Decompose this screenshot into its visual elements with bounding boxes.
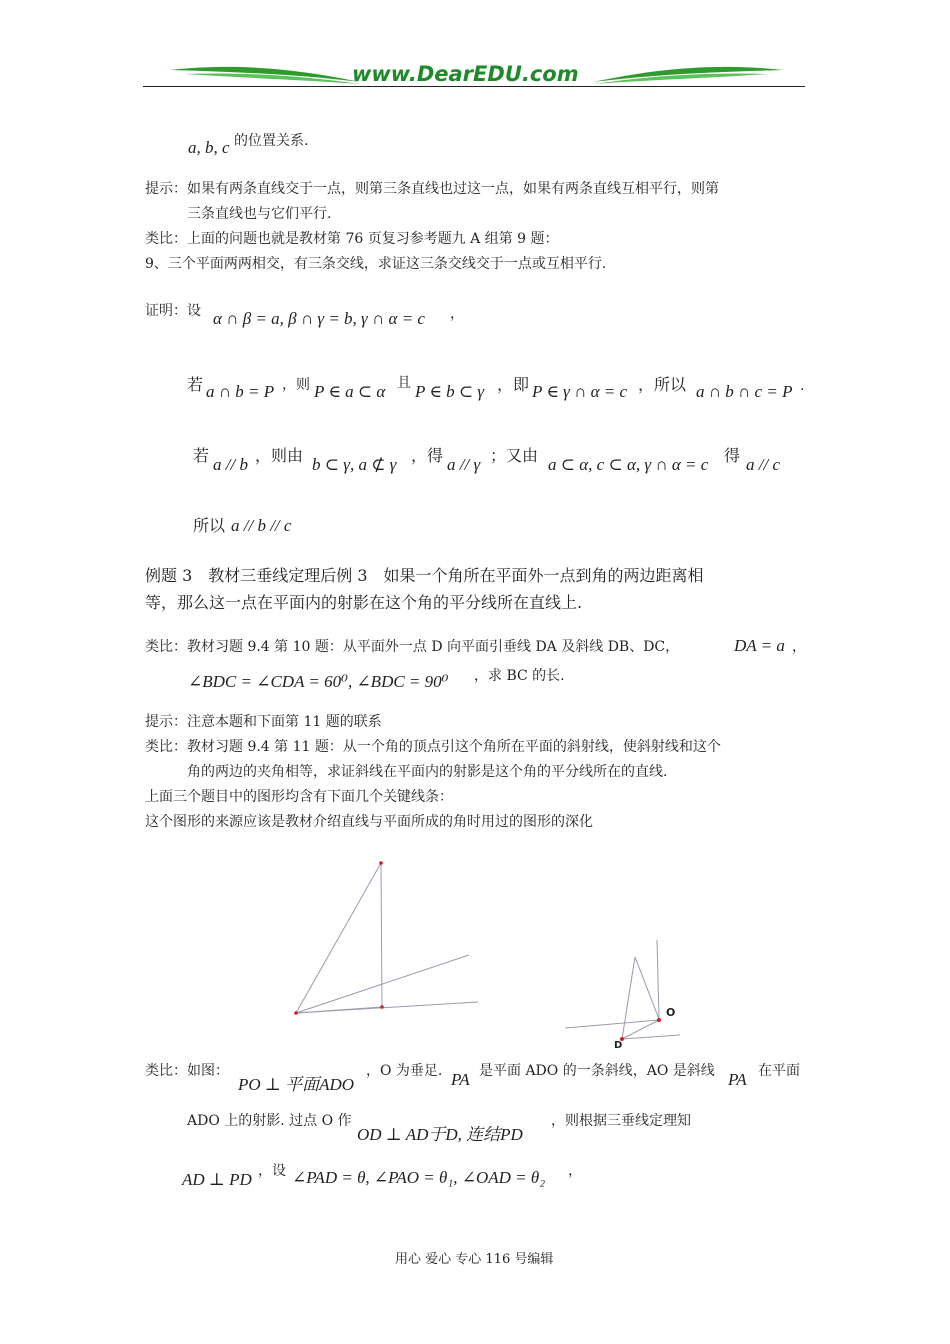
so-math: a // b // c xyxy=(231,516,292,535)
if2-label: 若 xyxy=(193,446,210,465)
so-label: 所以 xyxy=(193,516,226,535)
if2-text2: ，得 xyxy=(411,446,444,465)
if1-text3: ，即 xyxy=(497,375,530,394)
analogy3-line1: 类比：教材习题 9.4 第 11 题：从一个角的顶点引这个角所在平面的斜射线，使斜射线和这个 xyxy=(145,739,721,755)
header-swoosh-right xyxy=(588,62,788,88)
if2-math2: b ⊂ γ, a ⊄ γ xyxy=(312,455,397,474)
if2-text1: ，则由 xyxy=(255,446,304,465)
if2-math5: a // c xyxy=(746,455,780,474)
hint1-line1: 提示：如果有两条直线交于一点，则第三条直线也过这一点，如果有两条直线互相平行，则第 xyxy=(145,181,719,197)
if2-math4: a ⊂ α, c ⊂ α, γ ∩ α = c xyxy=(548,455,709,474)
if1-text4: ，所以 xyxy=(638,375,687,394)
analogy4c-math2: ∠PAD = θ, ∠PAO = θ₁, ∠OAD = θ₂ xyxy=(292,1168,546,1187)
analogy4b-text2: ，则根据三垂线定理知 xyxy=(551,1113,691,1129)
site-logo-text: www.DearEDU.com xyxy=(352,62,579,86)
page-footer: 用心 爱心 专心 116 号编辑 xyxy=(395,1252,554,1267)
if1-text1: ，则 xyxy=(282,377,310,393)
abc-math: a, b, c xyxy=(188,138,230,157)
figure-label-o: O xyxy=(666,1006,676,1019)
if2-math3: a // γ xyxy=(447,455,481,474)
figure-left xyxy=(285,855,485,1025)
hint1-line2: 三条直线也与它们平行. xyxy=(187,206,332,222)
problem9: 9、三个平面两两相交，有三条交线，求证这三条交线交于一点或互相平行. xyxy=(145,256,607,272)
analogy4c-math1: AD ⊥ PD xyxy=(182,1170,252,1189)
hint2: 提示：注意本题和下面第 11 题的联系 xyxy=(145,714,382,730)
proof-label: 证明：设 xyxy=(145,303,201,319)
analogy4-text1: 类比：如图： xyxy=(145,1063,229,1079)
proof-comma: ， xyxy=(450,306,464,322)
analogy1: 类比：上面的问题也就是教材第 76 页复习参考题九 A 组第 9 题： xyxy=(145,231,559,247)
analogy4-text4: 在平面 xyxy=(758,1063,800,1079)
analogy4b-text1: ADO 上的射影. 过点 O 作 xyxy=(187,1113,352,1129)
analogy2-text: 类比：教材习题 9.4 第 10 题：从平面外一点 D 向平面引垂线 DA 及斜线 DB、DC， xyxy=(145,639,680,655)
header-swoosh-left xyxy=(165,62,365,88)
analogy2-math1: DA = a xyxy=(734,636,785,655)
if2-text3: ；又由 xyxy=(490,446,539,465)
figure-right xyxy=(560,935,690,1055)
if2-text4: 得 xyxy=(724,446,741,465)
header-rule xyxy=(143,86,805,87)
figure-source-text: 这个图形的来源应该是教材介绍直线与平面所成的角时用过的图形的深化 xyxy=(145,814,593,830)
analogy4b-math1: OD ⊥ AD于D, 连结PD xyxy=(357,1125,523,1144)
position-relation-text: 的位置关系. xyxy=(234,133,309,149)
if2-math1: a // b xyxy=(213,455,248,474)
analogy4-math3: PA xyxy=(728,1070,747,1089)
analogy4c-end: ， xyxy=(568,1163,582,1179)
if1-end: . xyxy=(800,378,805,394)
keylines-text: 上面三个题目中的图形均含有下面几个关键线条： xyxy=(145,789,453,805)
analogy4-math2: PA xyxy=(451,1070,470,1089)
analogy2-comma: ， xyxy=(792,639,806,655)
analogy4-text2: ，O 为垂足. xyxy=(366,1063,443,1079)
analogy2-math2: ∠BDC = ∠CDA = 60⁰, ∠BDC = 90⁰ xyxy=(188,672,449,691)
figure-label-d: D xyxy=(614,1040,623,1051)
analogy4-text3: 是平面 ADO 的一条斜线，AO 是斜线 xyxy=(479,1063,715,1079)
if1-label: 若 xyxy=(187,375,204,394)
example3-line2: 等，那么这一点在平面内的射影在这个角的平分线所在直线上. xyxy=(145,593,583,612)
if1-math5: a ∩ b ∩ c = P xyxy=(696,382,793,401)
if1-math4: P ∈ γ ∩ α = c xyxy=(532,382,628,401)
if1-math1: a ∩ b = P xyxy=(206,382,275,401)
analogy4c-text1: ，设 xyxy=(258,1163,286,1179)
if1-text2: 且 xyxy=(397,375,411,391)
analogy3-line2: 角的两边的夹角相等，求证斜线在平面内的射影是这个角的平分线所在的直线. xyxy=(187,764,668,780)
if1-math2: P ∈ a ⊂ α xyxy=(314,382,386,401)
example3-line1: 例题 3 教材三垂线定理后例 3 如果一个角所在平面外一点到角的两边距离相 xyxy=(145,566,704,585)
if1-math3: P ∈ b ⊂ γ xyxy=(415,382,485,401)
analogy4-math1: PO ⊥ 平面ADO xyxy=(238,1075,355,1094)
analogy2-text2: ，求 BC 的长. xyxy=(474,668,565,684)
proof-math: α ∩ β = a, β ∩ γ = b, γ ∩ α = c xyxy=(213,309,425,328)
